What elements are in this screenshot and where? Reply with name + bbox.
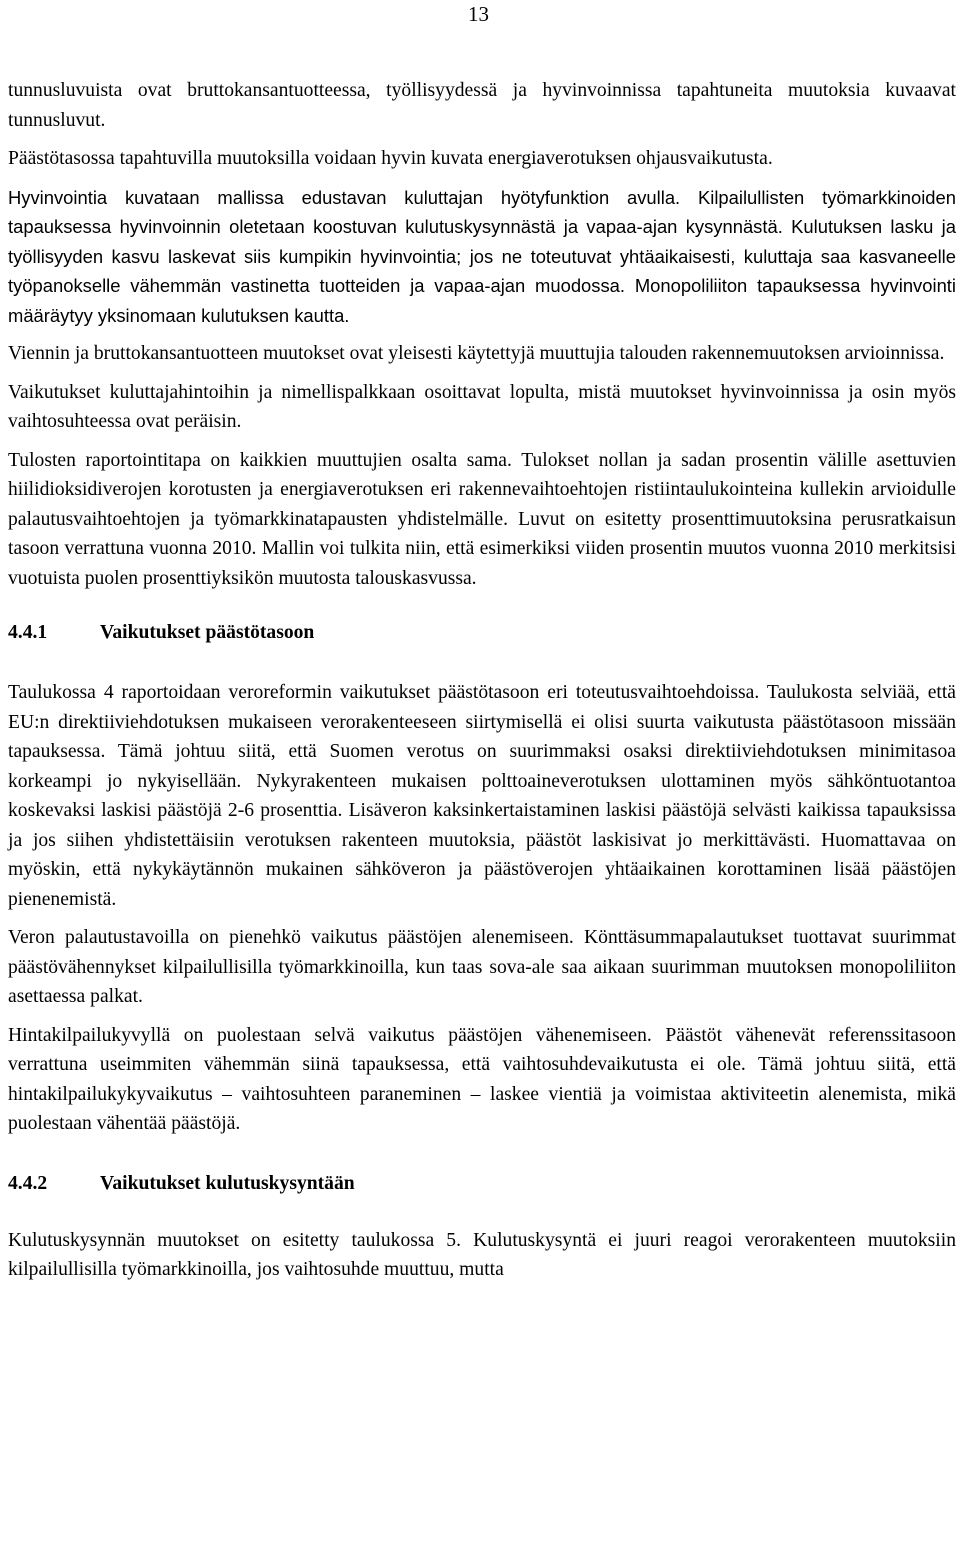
section-number: 4.4.2 bbox=[8, 1172, 48, 1194]
section-heading-consumption bbox=[8, 1169, 956, 1198]
paragraph-table4: Taulukossa 4 raportoidaan veroreformin vaikutukset päästötasoon eri toteutusvaihtoehdoissa. Taulukosta selviää, että EU:n direktiiviehdotuksen mukaiseen verorakenteeseen siirtymisellä ei olisi suurta vaikutusta päästötasoon missään tapauksessa. Tämä johtuu siitä, että Suomen verotus on suurimmaksi osaksi direktiiviehdotuksen minimitasoa korkeampi jo nykyisellään. Nykyrakenteen mukaisen polttoaineverotuksen ulottaminen myös sähköntuotantoa koskevaksi laskisi päästöjä 2-6 prosenttia. Lisäveron kaksinkertaistaminen laskisi päästöjä selvästi kaikissa tapauksissa ja jos siihen yhdistettäisiin verotuksen rakenteen muutoksia, päästöt laskisivat jo merkittävästi. Huomattavaa on myöskin, että nykykäytännön mukainen sähköveron ja päästöverojen yhtäaikainen korottaminen lisää päästöjen pienenemistä. bbox=[8, 682, 956, 910]
paragraph-refund-methods: Veron palautustavoilla on pienehkö vaikutus päästöjen alenemiseen. Könttäsummapalautukset tuottavat suurimmat päästövähennykset kilpailullisilla työmarkkinoilla, kun taas sova-ale saa aikaan suurimman muutoksen monopoliliiton asettaessa palkat. bbox=[8, 927, 956, 1007]
paragraph-consumer-prices: Vaikutukset kuluttajahintoihin ja nimellispalkkaan osoittavat lopulta, mistä muutokset hyvinvoinnissa ja osin myös vaihtosuhteessa ovat peräisin. bbox=[8, 381, 956, 432]
paragraph-exports-gdp: Viennin ja bruttokansantuotteen muutokset ovat yleisesti käytettyjä muuttujia talouden rakennemuutoksen arvioinnissa. bbox=[8, 343, 945, 364]
page-number: 13 bbox=[468, 2, 489, 26]
section-heading-emissions bbox=[8, 618, 956, 647]
paragraph-welfare: Hyvinvointia kuvataan mallissa edustavan kuluttajan hyötyfunktion avulla. Kilpailullisten työmarkkinoiden tapauksessa hyvinvoinnin oletetaan koostuvan kulutuskysynnästä ja vapaa-ajan kysynnästä. Kulutuksen lasku ja työllisyyden kasvu laskevat siis kumpikin hyvinvointia; jos ne toteutuvat yhtäaikaisesti, kuluttaja saa kasvaneelle työpanokselle vähemmän vastinetta tuotteiden ja vapaa-ajan muodossa. Monopoliliiton tapauksessa hyvinvointi määräytyy yksinomaan kulutuksen kautta. bbox=[8, 186, 956, 326]
section-number: 4.4.1 bbox=[8, 622, 48, 643]
section-title: Vaikutukset päästötasoon bbox=[100, 622, 315, 643]
page-body bbox=[8, 76, 956, 1296]
section-title: Vaikutukset kulutuskysyntään bbox=[100, 1172, 355, 1194]
paragraph-intro: tunnusluvuista ovat bruttokansantuotteessa, työllisyydessä ja hyvinvoinnissa tapahtuneita muutoksia kuvaavat tunnusluvut. bbox=[8, 80, 956, 131]
paragraph-price-competitiveness: Hintakilpailukyvyllä on puolestaan selvä vaikutus päästöjen vähenemiseen. Päästöt vähenevät referenssitasoon verrattuna useimmiten vähemmän siinä tapauksessa, että vaihtosuhdevaikutusta ei ole. Tämä johtuu siitä, että hintakilpailukykyvaikutus – vaihtosuhteen paraneminen – laskee vientiä ja voimistaa aktiviteetin alenemista, mikä puolestaan vähentää päästöjä. bbox=[8, 1024, 956, 1134]
paragraph-emissions-level: Päästötasossa tapahtuvilla muutoksilla voidaan hyvin kuvata energiaverotuksen ohjausvaikutusta. bbox=[8, 148, 773, 169]
paragraph-reporting: Tulosten raportointitapa on kaikkien muuttujien osalta sama. Tulokset nollan ja sadan prosentin välille asettuvien hiilidioksidiverojen korotusten ja energiaverotuksen eri rakennevaihtoehtojen ristiintaulukointeina kullekin arvioidulle palautusvaihtoehtojen ja työmarkkinatapausten yhdistelmälle. Luvut on esitetty prosenttimuutoksina perusratkaisun tasoon verrattuna vuonna 2010. Mallin voi tulkita niin, että esimerkiksi viiden prosentin muutos vuonna 2010 merkitsisi vuotuista puolen prosenttiyksikön muutosta talouskasvussa. bbox=[8, 449, 956, 589]
paragraph-table5: Kulutuskysynnän muutokset on esitetty taulukossa 5. Kulutuskysyntä ei juuri reagoi verorakenteen muutoksiin kilpailullisilla työmarkkinoilla, jos vaihtosuhde muuttuu, mutta bbox=[8, 1229, 956, 1280]
